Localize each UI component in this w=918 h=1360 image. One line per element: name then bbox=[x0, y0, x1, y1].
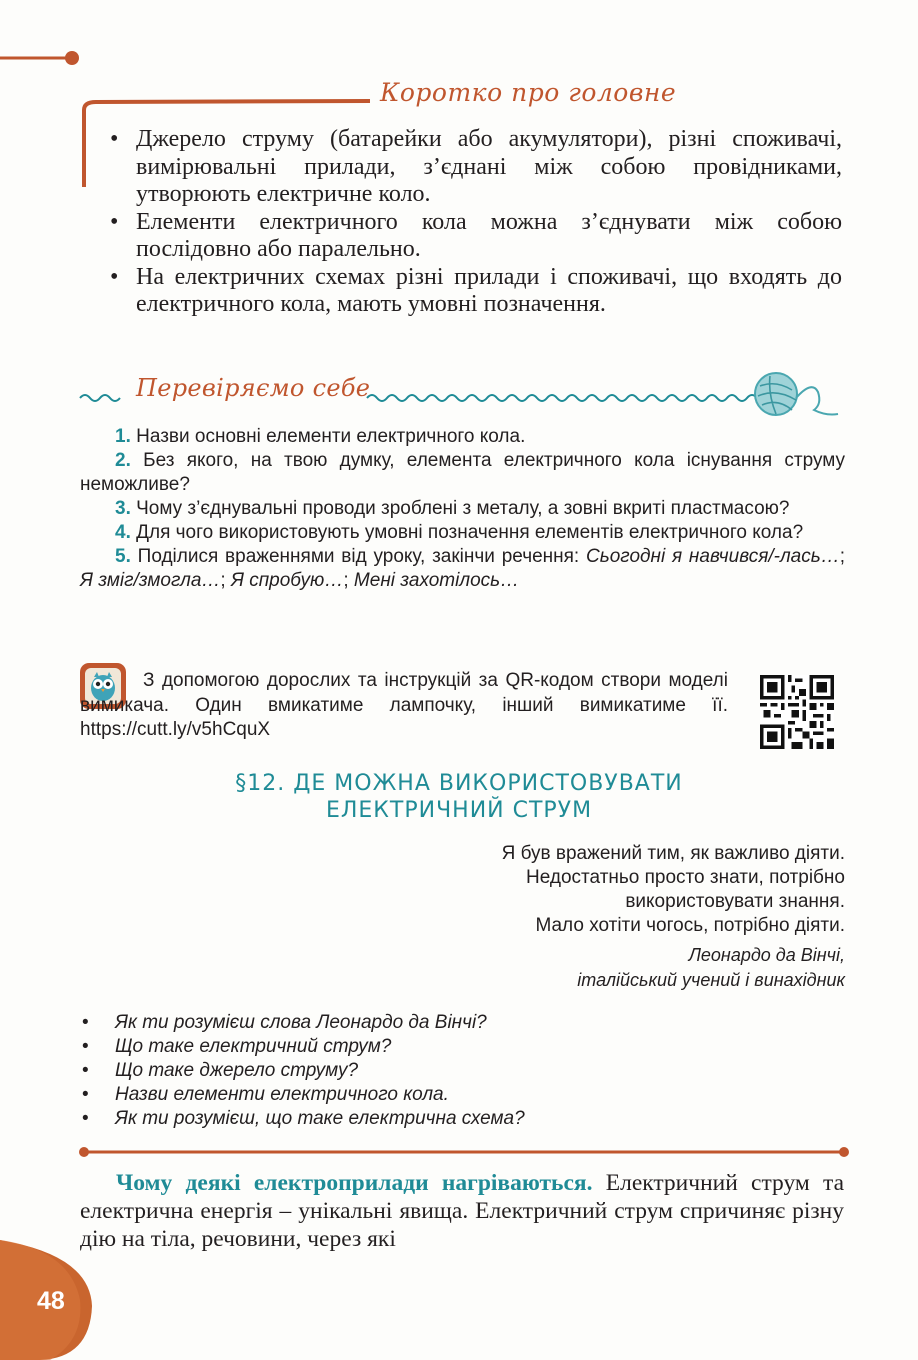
paragraph-title: §12. ДЕ МОЖНА ВИКОРИСТОВУВАТИ ЕЛЕКТРИЧНИЙ СТРУМ bbox=[235, 771, 683, 823]
list-item: • Назви елементи електричного кола. bbox=[80, 1083, 780, 1107]
summary-list bbox=[108, 126, 842, 319]
qr-task-text: З допомогою дорослих та інструкцій за QR-кодом створи моделі вимикача. Один вмикатиме лампочку, інший вимикатиме її. https://cutt.ly/v5hCquX bbox=[80, 670, 728, 740]
list-item: • Як ти розумієш слова Леонардо да Вінчі? bbox=[80, 1011, 780, 1035]
page-number: 48 bbox=[37, 1287, 65, 1315]
list-item: • Як ти розумієш, що таке електрична схема? bbox=[80, 1107, 780, 1131]
wave-right-decor bbox=[365, 388, 760, 408]
list-item: • На електричних схемах різні прилади і споживачі, що входять до електричного кола, мають умовні позначення. bbox=[108, 264, 842, 319]
epigraph: Я був вражений тим, як важливо діяти. Недостатньо просто знати, потрібно використовувати знання. Мало хотіти чогось, потрібно діяти. bbox=[501, 843, 845, 936]
list-item: • Джерело струму (батарейки або акумулятори), різні споживачі, вимірювальні прилади, з’єднані між собою провідниками, утворюють електричне коло. bbox=[108, 126, 842, 209]
check-title: Перевіряємо себе bbox=[136, 374, 371, 402]
question-item: 1. Назви основні елементи електричного кола. bbox=[115, 426, 526, 447]
section-divider bbox=[76, 1144, 852, 1160]
body-paragraph: Чому деякі електроприлади нагріваються. Електричний струм та електрична енергія – унікальні явища. Електричний струм спричиняє різну дію на тіла, речовини, через які bbox=[80, 1170, 845, 1252]
questions-list bbox=[80, 425, 845, 593]
question-item: 5. Поділися враженнями від уроку, закінчи речення: Сьогодні я навчився/-лась…; Я зміг/змогла…; Я спробую…; Мені захотілось… bbox=[80, 546, 846, 591]
list-item: • Що таке електричний струм? bbox=[80, 1035, 780, 1059]
list-item: • Елементи електричного кола можна з’єднувати між собою послідовно або паралельно. bbox=[108, 209, 842, 264]
top-decor-line bbox=[0, 48, 90, 68]
yarn-ball-icon bbox=[752, 370, 842, 422]
epigraph-author: Леонардо да Вінчі, італійський учений і винахідник bbox=[577, 945, 845, 990]
question-item: 3. Чому з’єднувальні проводи зроблені з металу, а зовні вкриті пластмасою? bbox=[115, 498, 790, 519]
question-item: 4. Для чого використовують умовні позначення елементів електричного кола? bbox=[115, 522, 804, 543]
prompt-list bbox=[80, 1011, 780, 1131]
qr-code-icon[interactable] bbox=[760, 675, 834, 749]
wave-left-decor bbox=[78, 388, 123, 408]
list-item: • Що таке джерело струму? bbox=[80, 1059, 780, 1083]
question-item: 2. Без якого, на твою думку, елемента електричного кола існування струму неможливе? bbox=[80, 450, 846, 495]
summary-title: Коротко про головне bbox=[380, 78, 677, 107]
